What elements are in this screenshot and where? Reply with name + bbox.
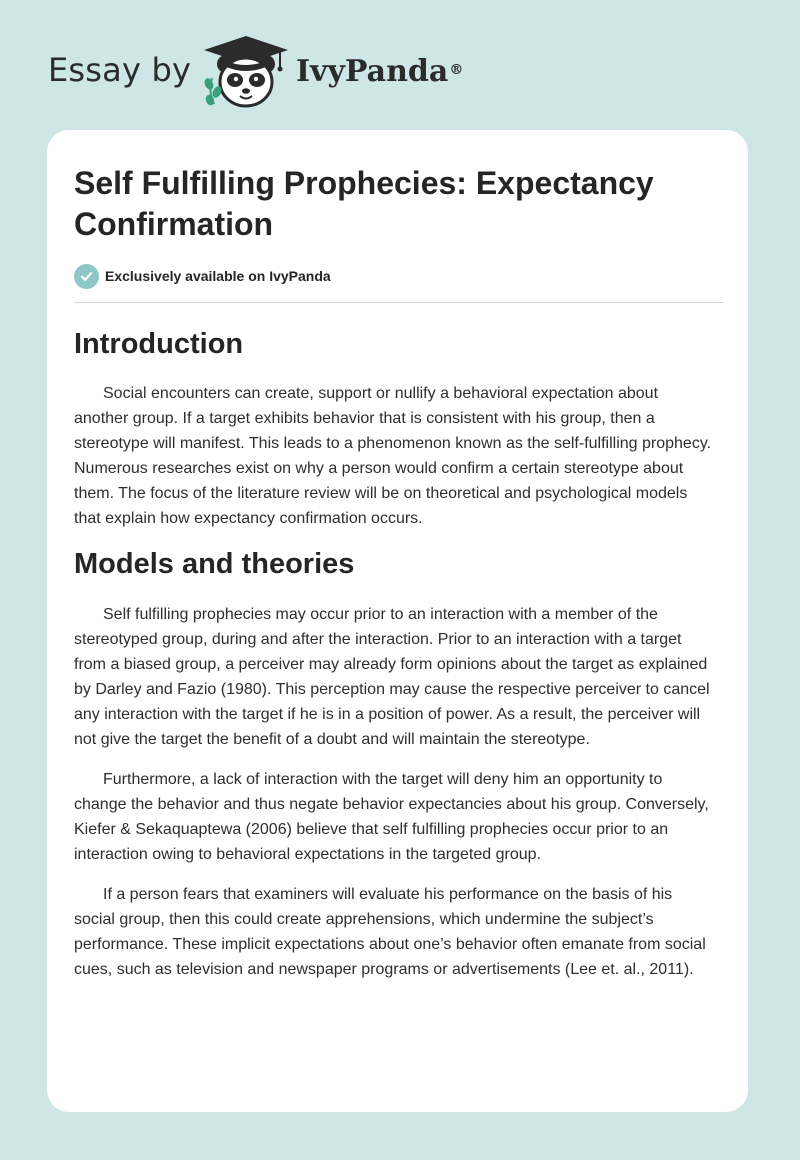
site-header (0, 0, 800, 130)
section-heading-models-and-theories: Models and theories (74, 548, 355, 580)
check-circle-icon (74, 264, 99, 289)
section-heading-introduction: Introduction (74, 328, 244, 360)
brand-prefix: Essay by (48, 51, 192, 89)
divider (74, 302, 723, 303)
paragraph: Self fulfilling prophecies may occur prior to an interaction with a member of the stereotyped group, during and after the interaction. Prior to an interaction with a target from a biased group, a perceiver may already form opinions about the target as explained by Darley and Fazio (1980). This perception may cause the respective perceiver to cancel any interaction with the target if he is in a position of power. As a result, the perceiver will not give the target the benefit of a doubt and will maintain the stereotype. (74, 606, 710, 748)
essay-body (74, 326, 714, 997)
paragraph: If a person fears that examiners will evaluate his performance on the basis of his social group, then this could create apprehensions, which undermine the subject’s performance. These implicit expectations about one’s behavior often emanate from social cues, such as television and newspaper programs or advertisements (Lee et. al., 2011). (74, 886, 706, 978)
essay-card (47, 130, 748, 1112)
registered-mark: ® (449, 62, 464, 78)
essay-title: Self Fulfilling Prophecies: Expectancy Confirmation (74, 165, 654, 242)
paragraph: Furthermore, a lack of interaction with the target will deny him an opportunity to change the behavior and thus negate behavior expectancies about his group. Conversely, Kiefer & Sekaquaptewa (2006) believe that self fulfilling prophecies occur prior to an interaction owing to behavioral expectations in the targeted group. (74, 771, 709, 863)
panda-logo-icon[interactable] (200, 34, 292, 110)
brand-name-text: IvyPanda (296, 54, 449, 89)
paragraph: Social encounters can create, support or nullify a behavioral expectation about another group. If a target exhibits behavior that is consistent with his group, then a stereotype will manifest. This leads to a phenomenon known as the self-fulfilling prophecy. Numerous researches exist on why a person would confirm a certain stereotype about them. The focus of the literature review will be on theoretical and psychological models that explain how expectancy confirmation occurs. (74, 385, 712, 527)
badge-text: Exclusively available on IvyPanda (105, 268, 331, 284)
brand-name[interactable] (296, 52, 463, 92)
exclusive-badge (74, 263, 331, 289)
